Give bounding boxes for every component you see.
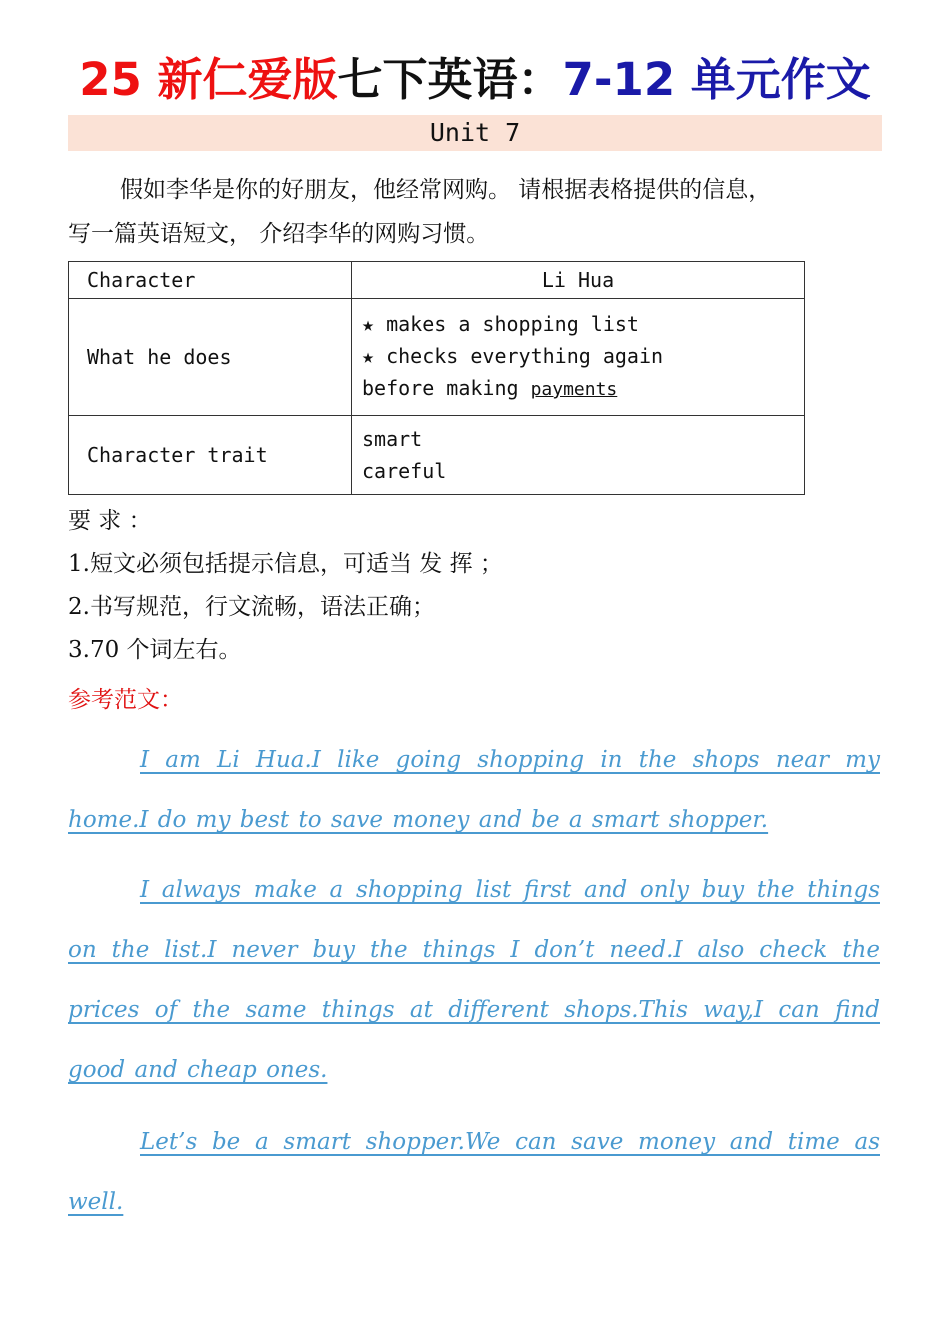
intro-paragraph (68, 168, 884, 256)
reference-essay-heading: 参考范文： (68, 687, 183, 713)
requirement-item: 2.书写规范，行文流畅，语法正确； (68, 594, 435, 620)
essay-paragraph-text: Let’s be a smart shopper.We can save money and time as well. (68, 1129, 880, 1215)
info-table (68, 261, 805, 495)
requirements (68, 500, 884, 672)
requirement-item: 3.70 个词左右。 (68, 637, 242, 663)
essay-paragraph (68, 860, 880, 1100)
essay-paragraph (68, 1112, 880, 1232)
essay-paragraph (68, 730, 880, 850)
table-row (69, 299, 805, 416)
requirement-item: 1.短文必须包括提示信息，可适当 发 挥 ； (68, 551, 503, 577)
essay-paragraph-text: I always make a shopping list first and only buy the things on the list.I never buy the things I don’t need.I also check the prices of the same things at different shops.This way,I can find good and cheap ones. (68, 877, 880, 1083)
action-line-2: ★ checks everything again (362, 344, 664, 368)
intro-line-1: 假如李华是你的好朋友，他经常网购。 请根据表格提供的信息， (120, 177, 772, 203)
title-part-red: 25 新仁爱版 (79, 53, 338, 106)
requirements-heading: 要 求 ： (68, 508, 152, 534)
table-cell-label: Character (69, 262, 352, 299)
table-cell-value: Li Hua (352, 262, 805, 299)
trait-line-1: smart (362, 427, 423, 451)
intro-line-2: 写一篇英语短文， 介绍李华的网购习惯。 (68, 221, 490, 247)
payments-word: payments (530, 379, 618, 400)
table-row (69, 416, 805, 495)
action-line-3: before making (362, 376, 531, 400)
title-part-black: 七下英语： (337, 53, 563, 106)
table-cell-value (352, 299, 805, 416)
table-cell-label: What he does (69, 299, 352, 416)
essay-paragraph-text: I am Li Hua.I like going shopping in the shops near my home.I do my best to save money and be a smart shopper. (68, 747, 880, 833)
unit-heading: Unit 7 (68, 115, 882, 151)
table-cell-value (352, 416, 805, 495)
action-line-1: ★ makes a shopping list (362, 312, 639, 336)
document-title (0, 50, 950, 110)
trait-line-2: careful (362, 459, 447, 483)
table-row (69, 262, 805, 299)
table-cell-label: Character trait (69, 416, 352, 495)
title-part-blue: 7-12 单元作文 (562, 53, 871, 106)
